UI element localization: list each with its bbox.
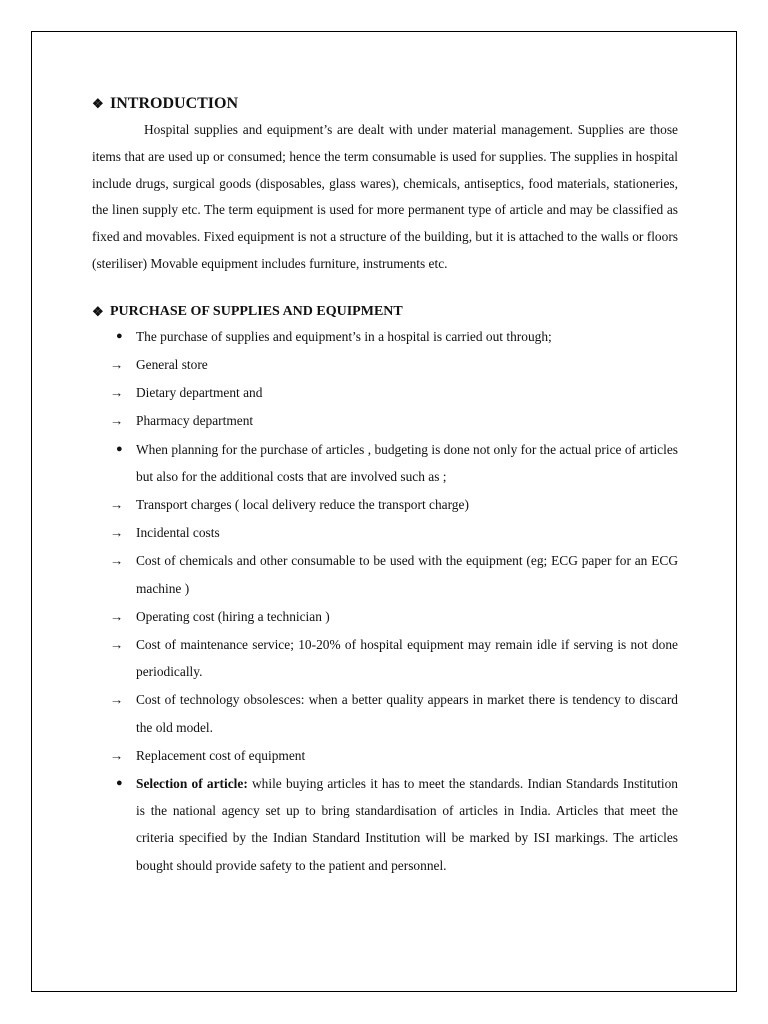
arrow-icon: → <box>110 525 124 541</box>
list-item-text: Cost of technology obsolesces: when a better quality appears in market there is tendency to discard the old model. <box>136 692 678 735</box>
purchase-heading <box>92 302 678 322</box>
list-item <box>92 519 678 546</box>
arrow-icon: → <box>110 637 124 653</box>
list-item-text: General store <box>136 356 208 372</box>
arrow-icon: → <box>110 692 124 708</box>
list-item <box>92 547 678 601</box>
list-item-text: When planning for the purchase of articles , budgeting is done not only for the actual price of articles but also for the additional costs that are involved such as ; <box>136 441 678 484</box>
list-item <box>92 351 678 378</box>
list-item <box>92 407 678 434</box>
arrow-icon: → <box>110 747 124 763</box>
list-item-text: Operating cost (hiring a technician ) <box>136 608 330 624</box>
list-item-label: Selection of article: <box>136 776 248 792</box>
bullet-icon: ● <box>116 777 123 790</box>
document-content <box>92 94 678 880</box>
list-item <box>92 770 678 879</box>
list-item-text: Cost of chemicals and other consumable to be used with the equipment (eg; ECG paper for an ECG machine ) <box>136 553 678 596</box>
introduction-paragraph: Hospital supplies and equipment’s are dealt with under material management. Supplies are those items that are used up or consumed; hence the term consumable is used for supplies. The supplies in hospital include drugs, surgical goods (disposables, glass wares), chemicals, antiseptics, food materials, stationeries, the linen supply etc. The term equipment is used for more permanent type of article and may be classified as fixed and movables. Fixed equipment is not a structure of the building, but it is attached to the walls or floors (steriliser) Movable equipment includes furniture, instruments etc. <box>92 122 678 271</box>
arrow-icon: → <box>110 413 124 429</box>
introduction-title: INTRODUCTION <box>110 95 239 112</box>
list-item-text: Dietary department and <box>136 385 263 401</box>
list-item-text: Replacement cost of equipment <box>136 747 306 763</box>
arrow-icon: → <box>110 608 124 624</box>
list-item-text: Cost of maintenance service; 10-20% of hospital equipment may remain idle if serving is not done periodically. <box>136 637 678 680</box>
arrow-icon: → <box>110 553 124 569</box>
introduction-heading <box>92 94 678 114</box>
bullet-icon: ● <box>116 442 123 455</box>
diamond-bullet-icon: ❖ <box>92 96 104 111</box>
arrow-icon: → <box>110 497 124 512</box>
list-item-text: Incidental costs <box>136 525 220 541</box>
list-item-text: Pharmacy department <box>136 413 254 429</box>
list-item-text: The purchase of supplies and equipment’s in a hospital is carried out through; <box>136 328 552 344</box>
list-item-text: Transport charges ( local delivery reduce the transport charge) <box>136 497 469 512</box>
list-item <box>92 742 678 769</box>
list-item <box>92 379 678 406</box>
list-item <box>92 491 678 518</box>
bullet-icon: ● <box>116 329 123 342</box>
list-item <box>92 686 678 740</box>
list-item <box>92 323 678 350</box>
list-item <box>92 631 678 685</box>
purchase-list <box>92 323 678 879</box>
arrow-icon: → <box>110 385 124 401</box>
arrow-icon: → <box>110 356 124 372</box>
diamond-bullet-icon: ❖ <box>92 303 104 319</box>
list-item <box>92 436 678 490</box>
list-item <box>92 603 678 630</box>
purchase-title: PURCHASE OF SUPPLIES AND EQUIPMENT <box>110 303 403 319</box>
list-item-text: while buying articles it has to meet the standards. Indian Standards Institution is the national agency set up to bring standardisation of articles in India. Articles that meet the criteria specified by the Indian Standard Institution will be marked by ISI markings. The articles bought should provide safety to the patient and personnel. <box>136 776 678 873</box>
